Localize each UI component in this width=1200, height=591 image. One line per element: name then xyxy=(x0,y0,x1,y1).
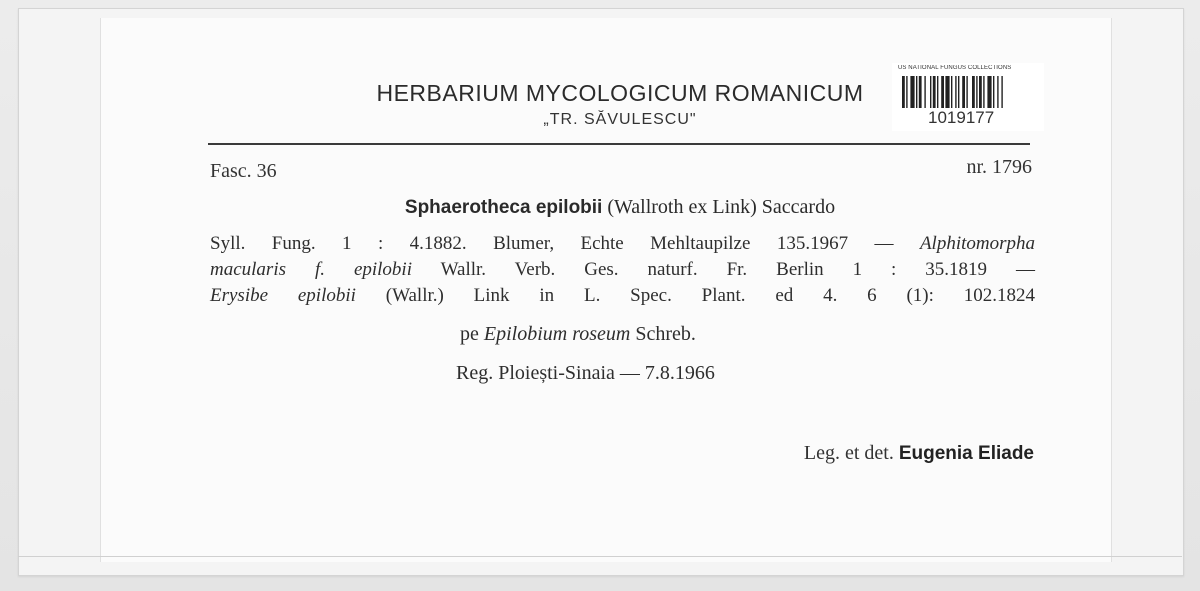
barcode-icon xyxy=(902,76,1036,108)
barcode-bar xyxy=(997,76,998,108)
barcode-caption: US NATIONAL FUNGUS COLLECTIONS xyxy=(898,65,1012,71)
barcode-number: 1019177 xyxy=(928,108,995,127)
bibliography-text: Syll. Fung. 1 : 4.1882. Blumer, Echte Mehltaupilze 135.1967 — xyxy=(210,233,894,254)
species-name: Sphaerotheca epilobii xyxy=(404,197,603,218)
barcode-bar xyxy=(955,76,956,108)
barcode-bar xyxy=(1001,76,1002,108)
collector-line xyxy=(804,442,1034,465)
host-line xyxy=(460,323,696,346)
host-prefix: pe xyxy=(460,323,479,345)
barcode-bar xyxy=(945,76,949,108)
barcode-bar xyxy=(972,76,975,108)
synonym-name: Erysibe epilobii xyxy=(210,285,356,306)
bibliography-line-2 xyxy=(210,259,1035,281)
herbarium-title: HERBARIUM MYCOLOGICUM ROMANICUM xyxy=(376,80,864,106)
barcode-bar xyxy=(958,76,959,108)
barcode-bar xyxy=(902,76,905,108)
barcode-bar xyxy=(987,76,991,108)
barcode-bar xyxy=(951,76,952,108)
specimen-number: nr. 1796 xyxy=(966,156,1032,178)
barcode-bar xyxy=(966,76,967,108)
barcode-bar xyxy=(910,76,914,108)
bibliography-line-3 xyxy=(210,285,1035,307)
bibliography-text: (Wallr.) Link in L. Spec. Plant. ed 4. 6 (1): 102.1824 xyxy=(385,285,1035,306)
synonym-genus: Alphitomorpha xyxy=(919,233,1036,254)
barcode-bar xyxy=(979,76,982,108)
barcode-label xyxy=(892,63,1044,131)
barcode-bar xyxy=(993,76,994,108)
barcode-bar xyxy=(937,76,938,108)
species-heading xyxy=(200,196,1040,219)
barcode-bar xyxy=(916,76,917,108)
barcode-bar xyxy=(976,76,977,108)
host-name: Epilobium roseum xyxy=(483,323,631,345)
barcode-bar xyxy=(962,76,965,108)
barcode-bar xyxy=(919,76,922,108)
fascicle-number: Fasc. 36 xyxy=(210,160,277,182)
barcode-bar xyxy=(906,76,907,108)
leg-prefix: Leg. et det. xyxy=(803,442,894,464)
host-authority: Schreb. xyxy=(635,323,696,345)
barcode-bar xyxy=(983,76,984,108)
synonym-epithet: macularis f. epilobii xyxy=(210,259,412,280)
barcode-bar xyxy=(924,76,925,108)
herbarium-subtitle: „TR. SĂVULESCU" xyxy=(543,111,697,128)
bibliography-line-1 xyxy=(210,233,1035,255)
envelope-fold-line xyxy=(18,556,1182,557)
bibliography-text: Wallr. Verb. Ges. naturf. Fr. Berlin 1 : 35.1819 — xyxy=(440,259,1035,280)
barcode-bar xyxy=(930,76,931,108)
species-authority: (Wallroth ex Link) Saccardo xyxy=(607,196,836,218)
header-divider xyxy=(208,143,1030,145)
barcode-bar xyxy=(941,76,944,108)
barcode-bar xyxy=(933,76,936,108)
locality-date: Reg. Ploiești-Sinaia — 7.8.1966 xyxy=(456,362,715,384)
collector-name: Eugenia Eliade xyxy=(898,443,1034,464)
